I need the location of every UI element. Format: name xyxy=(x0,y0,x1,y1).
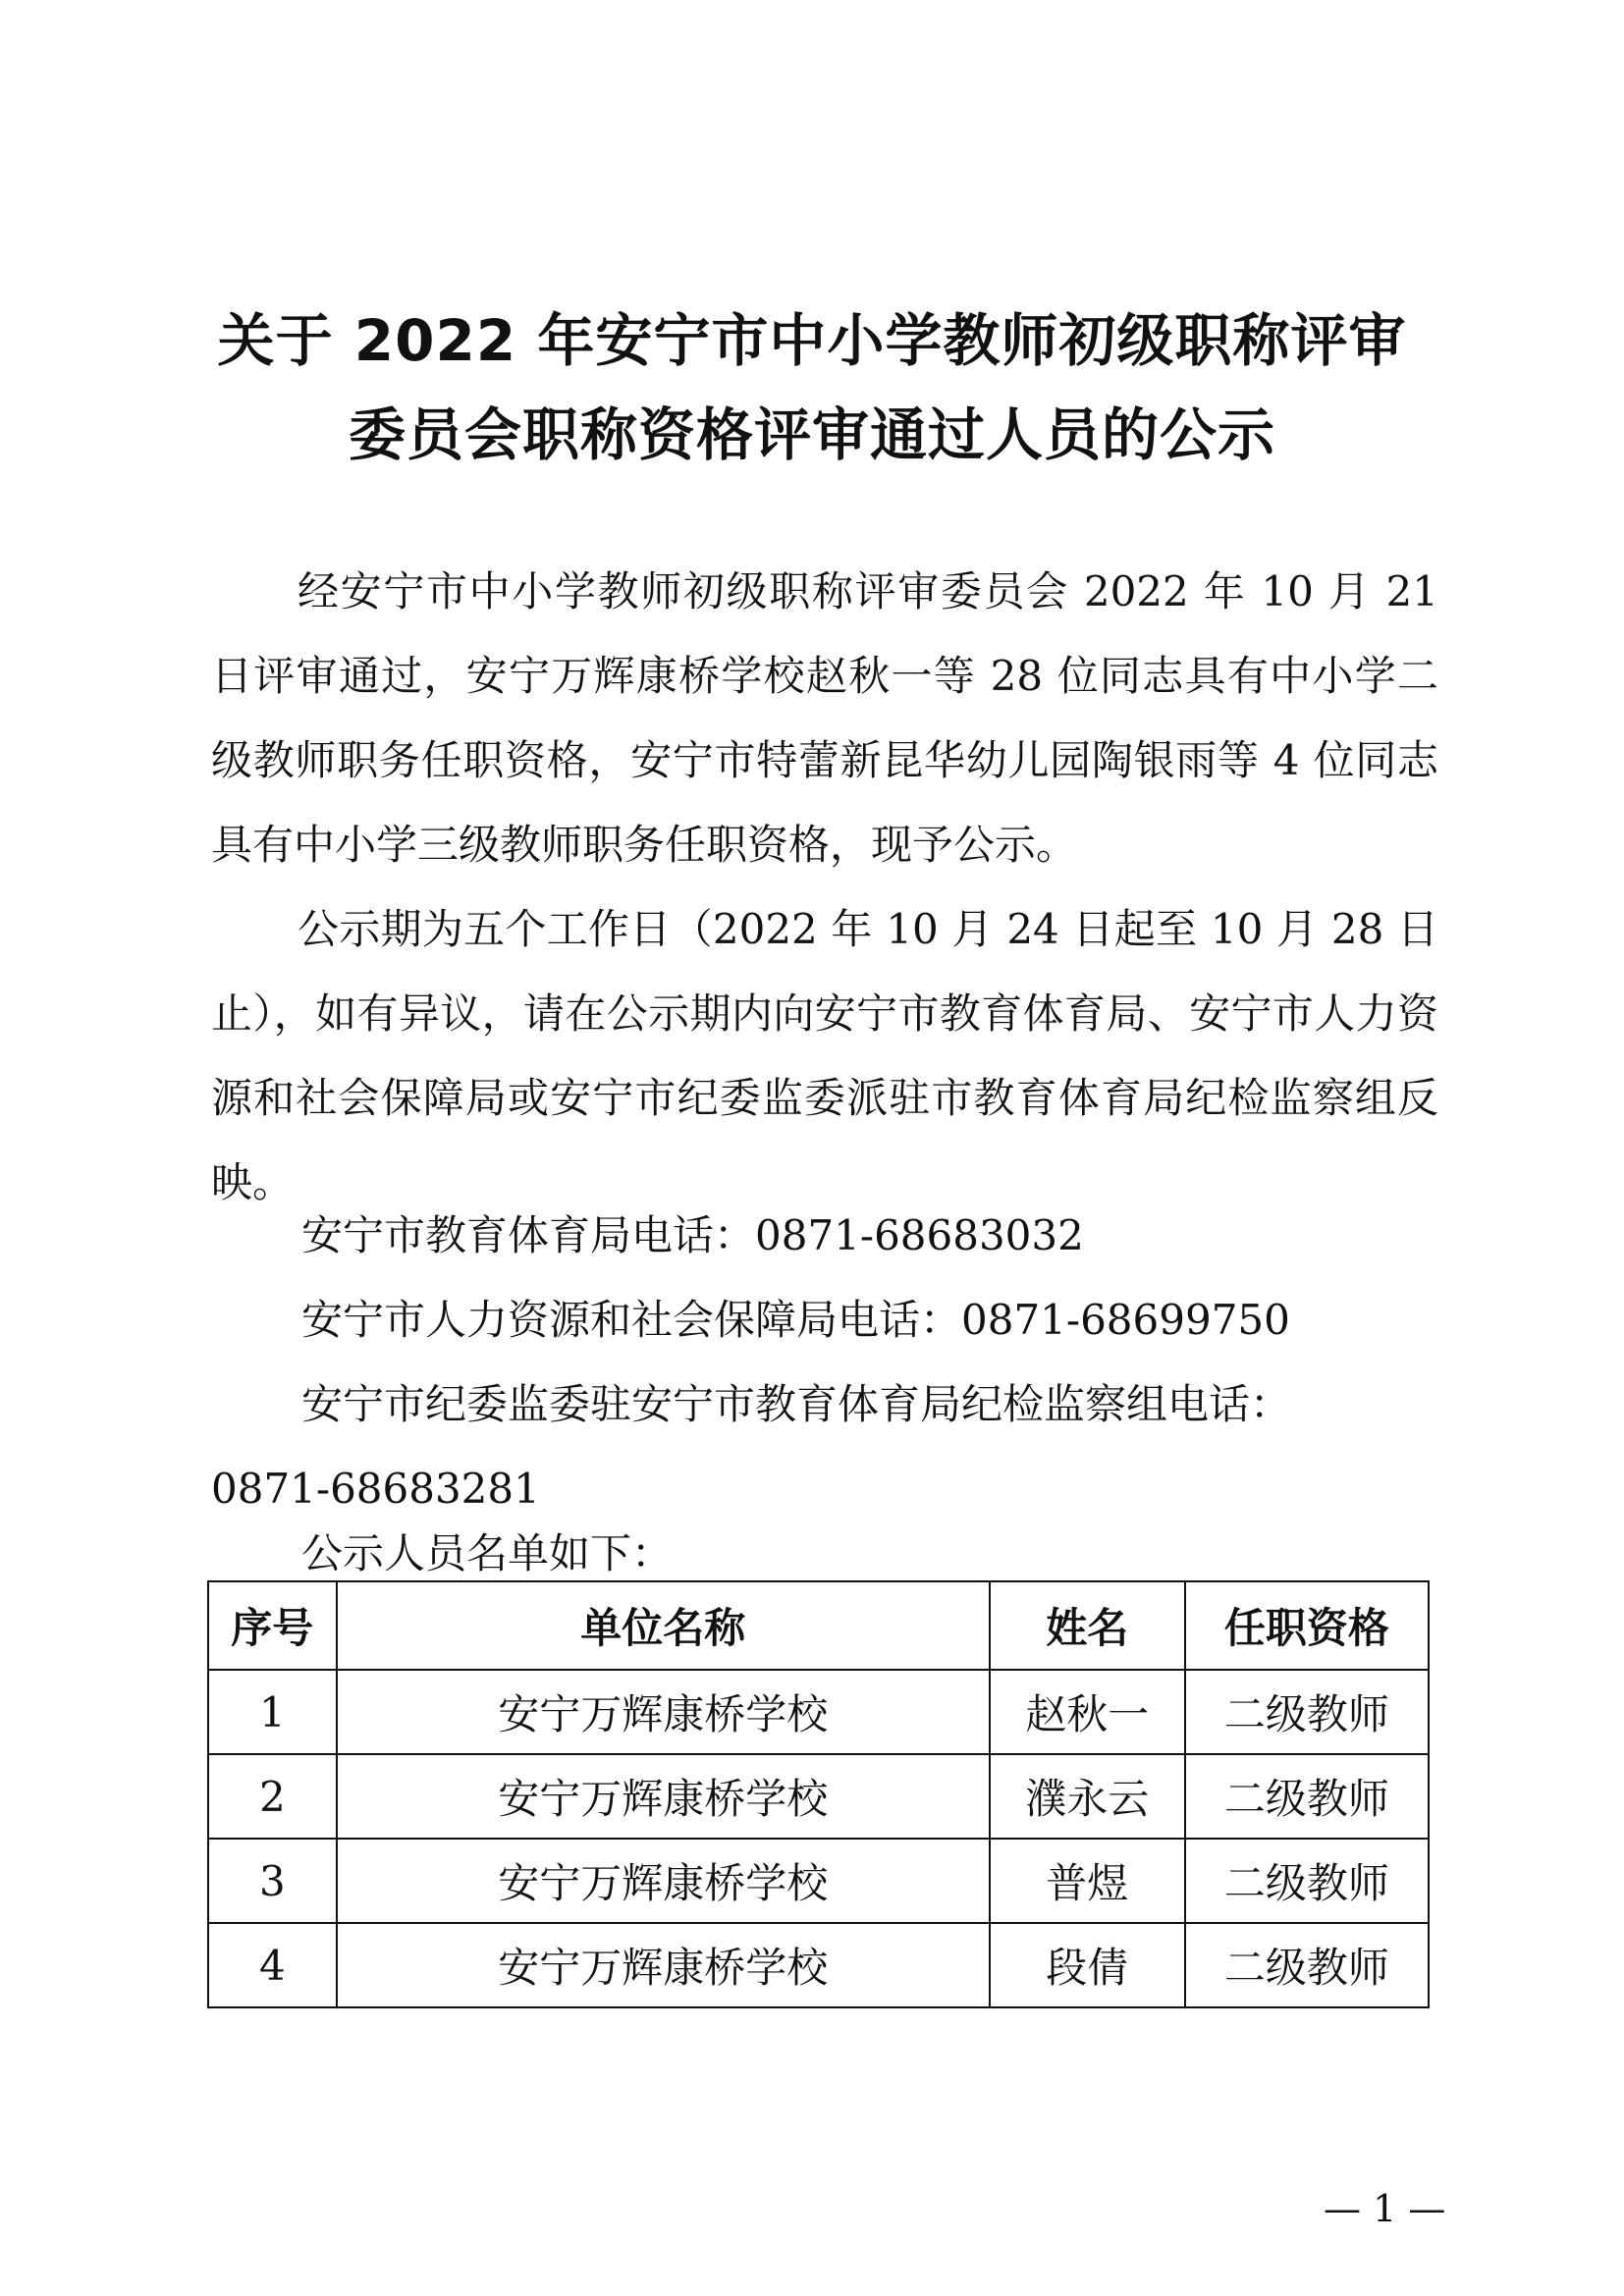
document-title-line-1: 关于 2022 年安宁市中小学教师初级职称评审 xyxy=(217,307,1407,374)
cell-unit-name: 安宁万辉康桥学校 xyxy=(337,1839,990,1923)
cell-qualification: 二级教师 xyxy=(1185,1923,1429,2007)
notice-paragraph-approval: 经安宁市中小学教师初级职称评审委员会 2022 年 10 月 21 日评审通过，安宁万辉康桥学校赵秋一等 28 位同志具有中小学二级教师职务任职资格，安宁市特蕾新昆华幼儿园陶银雨等 4 位同志具有中小学三级教师职务任职资格，现予公示。 xyxy=(211,567,1438,869)
header-serial-number: 序号 xyxy=(208,1581,337,1670)
table-header-row xyxy=(208,1581,1429,1670)
contact-discipline-label: 安宁市纪委监委驻安宁市教育体育局纪检监察组电话： xyxy=(301,1380,1292,1428)
cell-person-name: 普煜 xyxy=(990,1839,1185,1923)
cell-unit-name: 安宁万辉康桥学校 xyxy=(337,1754,990,1839)
table-row xyxy=(208,1923,1429,2007)
contact-edu-bureau: 安宁市教育体育局电话：0871-68683032 xyxy=(301,1211,1084,1259)
header-qualification: 任职资格 xyxy=(1185,1581,1429,1670)
cell-serial-number: 2 xyxy=(208,1754,337,1839)
header-person-name: 姓名 xyxy=(990,1581,1185,1670)
cell-person-name: 赵秋一 xyxy=(990,1670,1185,1754)
contact-discipline-phone: 0871-68683281 xyxy=(211,1465,540,1513)
table-row xyxy=(208,1839,1429,1923)
cell-unit-name: 安宁万辉康桥学校 xyxy=(337,1923,990,2007)
cell-qualification: 二级教师 xyxy=(1185,1754,1429,1839)
table-row xyxy=(208,1670,1429,1754)
cell-serial-number: 1 xyxy=(208,1670,337,1754)
cell-qualification: 二级教师 xyxy=(1185,1839,1429,1923)
cell-unit-name: 安宁万辉康桥学校 xyxy=(337,1670,990,1754)
roster-table xyxy=(207,1580,1430,2008)
cell-serial-number: 3 xyxy=(208,1839,337,1923)
header-unit-name: 单位名称 xyxy=(337,1581,990,1670)
cell-person-name: 濮永云 xyxy=(990,1754,1185,1839)
cell-serial-number: 4 xyxy=(208,1923,337,2007)
page-number: — 1 — xyxy=(1324,2187,1446,2230)
table-row xyxy=(208,1754,1429,1839)
notice-paragraph-period: 公示期为五个工作日（2022 年 10 月 24 日起至 10 月 28 日止），如有异议，请在公示期内向安宁市教育体育局、安宁市人力资源和社会保障局或安宁市纪委监委派驻市教育体育局纪检监察组反映。 xyxy=(211,905,1438,1206)
list-intro: 公示人员名单如下： xyxy=(301,1529,674,1577)
cell-person-name: 段倩 xyxy=(990,1923,1185,2007)
notice-body xyxy=(211,550,1438,1225)
cell-qualification: 二级教师 xyxy=(1185,1670,1429,1754)
document-title-line-2: 委员会职称资格评审通过人员的公示 xyxy=(348,401,1275,468)
contact-hr-bureau: 安宁市人力资源和社会保障局电话：0871-68699750 xyxy=(301,1296,1290,1344)
